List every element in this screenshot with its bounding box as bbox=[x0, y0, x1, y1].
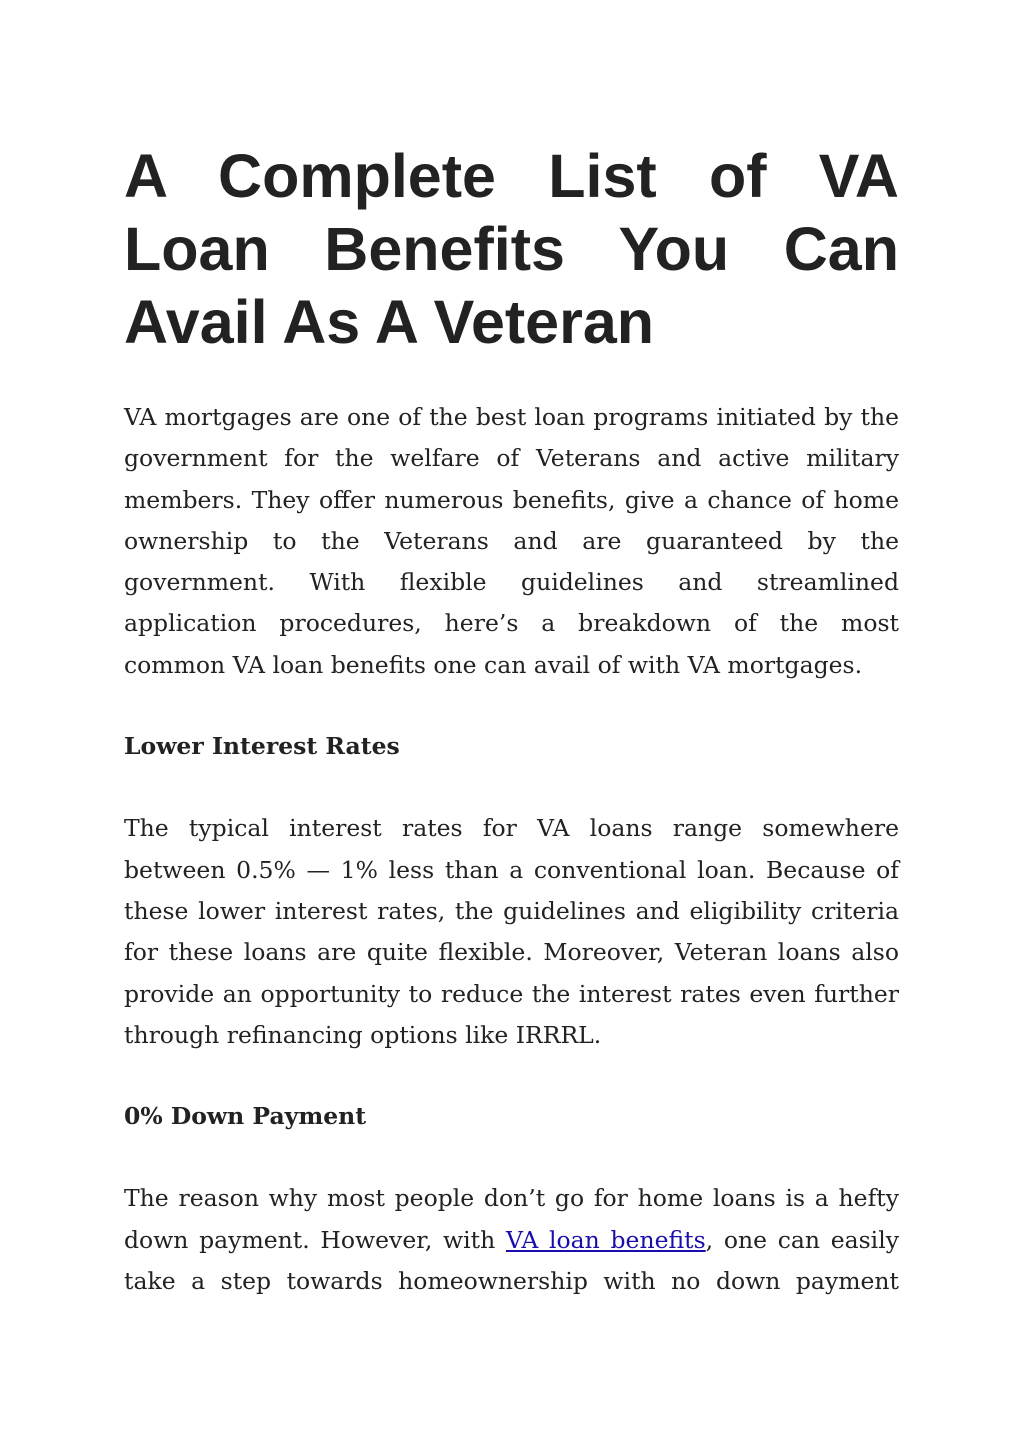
section-body-down-payment bbox=[124, 1178, 899, 1302]
down-payment-text-before-link: The reason why most people don’t go for home loans is a hefty down payment. However, with bbox=[124, 1184, 899, 1254]
section-heading-down-payment: 0% Down Payment bbox=[124, 1102, 367, 1131]
intro-paragraph: VA mortgages are one of the best loan programs initiated by the government for the welfare of Veterans and active military members. They offer numerous benefits, give a chance of home ownership to the Veterans and are guaranteed by the government. With flexible guidelines and streamlined application procedures, here’s a breakdown of the most common VA loan benefits one can avail of with VA mortgages. bbox=[124, 403, 899, 679]
down-payment-text-after-link: , one can easily take a step towards homeownership with no down payment bbox=[124, 1225, 899, 1296]
va-loan-benefits-link[interactable]: VA loan benefits bbox=[505, 1225, 706, 1254]
section-heading-lower-interest-rates: Lower Interest Rates bbox=[124, 732, 400, 761]
section-body-lower-interest-rates: The typical interest rates for VA loans range somewhere between 0.5% — 1% less than a conventional loan. Because of these lower interest rates, the guidelines and eligibility criteria for these loans are quite flexible. Moreover, Veteran loans also provide an opportunity to reduce the interest rates even further through refinancing options like IRRRL. bbox=[124, 814, 899, 1049]
article-title: A Complete List of VA Loan Benefits You Can Avail As A Veteran bbox=[124, 142, 899, 356]
article bbox=[124, 140, 899, 1302]
